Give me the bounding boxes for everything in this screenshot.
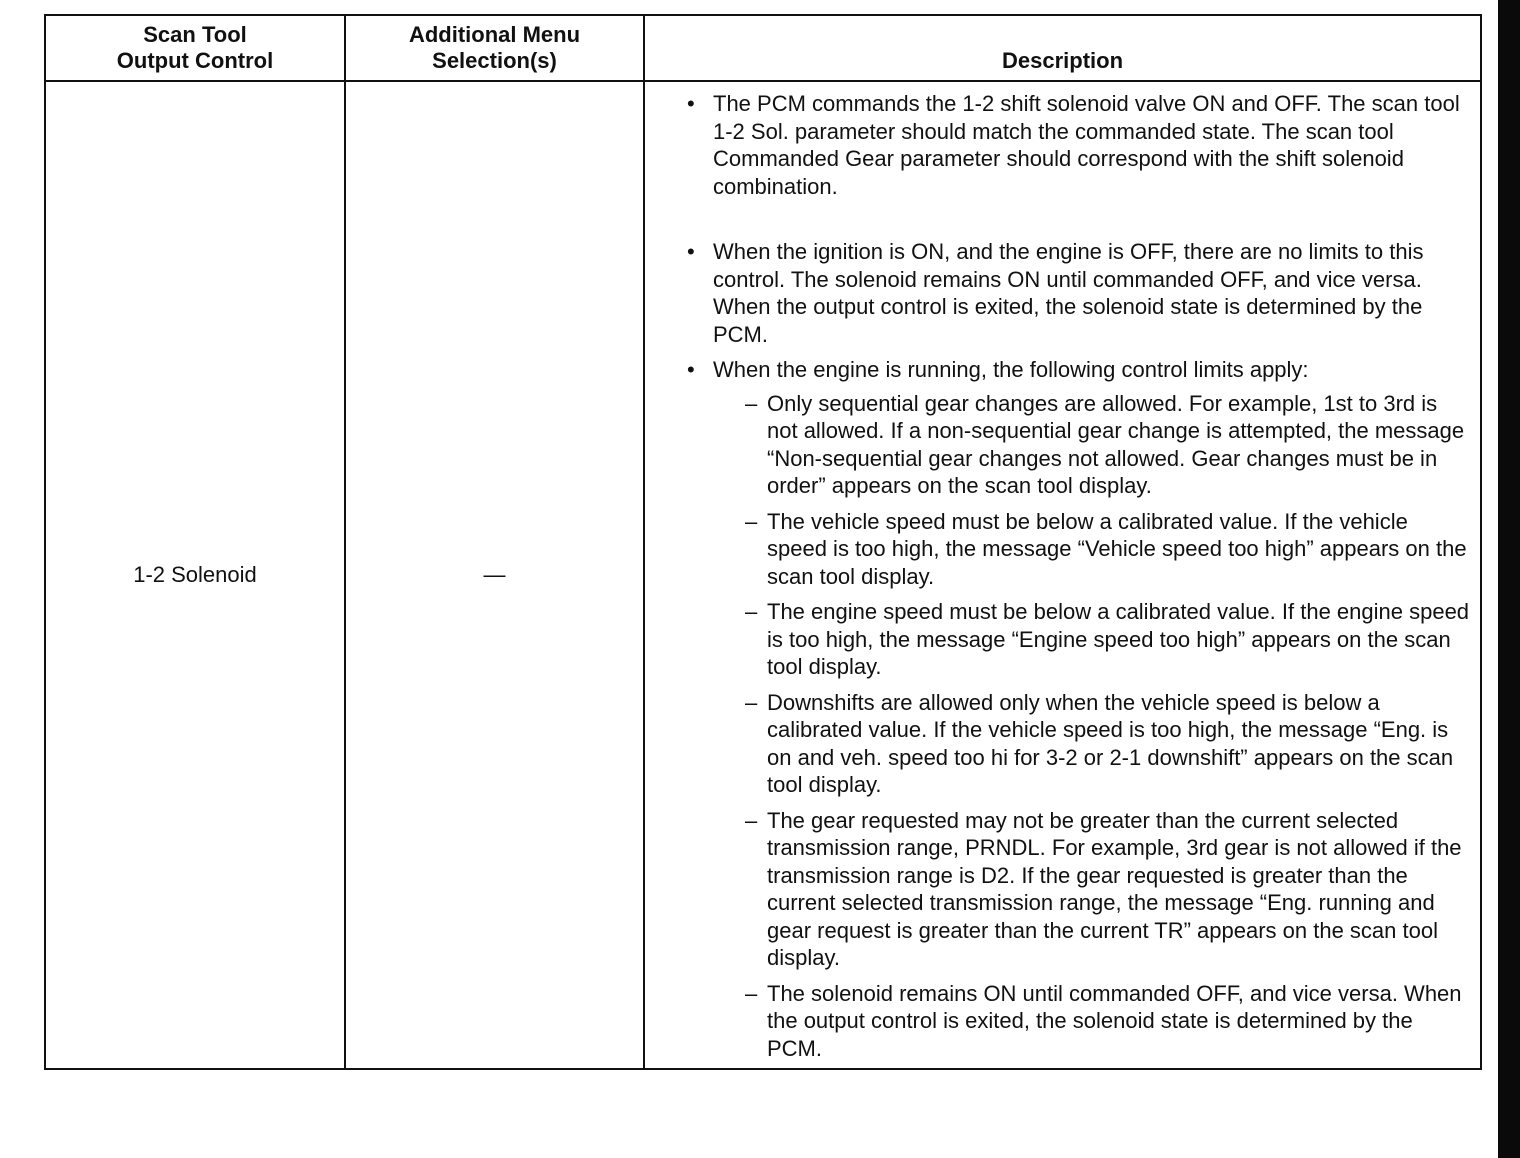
menu-selection-cell: — (345, 81, 644, 1069)
bullet-item: • When the ignition is ON, and the engine is OFF, there are no limits to this control. The solenoid remains ON until commanded OFF, and vice versa. When the output control is exited, the solenoid state is determined by the PCM. (687, 238, 1472, 348)
table-row (45, 81, 1481, 1069)
bullet-item: • The PCM commands the 1-2 shift solenoid valve ON and OFF. The scan tool 1-2 Sol. parameter should match the commanded state. The scan tool Commanded Gear parameter should correspond with the shift solenoid combination. (687, 90, 1472, 200)
limit-item: – Downshifts are allowed only when the vehicle speed is below a calibrated value. If the vehicle speed is too high, the message “Eng. is on and veh. speed too hi for 3-2 or 2-1 downshift” appears on the scan tool display. (745, 689, 1472, 799)
limit-item: – The engine speed must be below a calibrated value. If the engine speed is too high, the message “Engine speed too high” appears on the scan tool display. (745, 598, 1472, 681)
description-cell (644, 81, 1481, 1069)
bullet-item-text: When the engine is running, the following control limits apply: (713, 357, 1309, 382)
scan-edge-bar (1498, 0, 1520, 1158)
control-limits-list (745, 390, 1472, 1063)
bullet-item-engine-running (687, 356, 1472, 1062)
limit-item: – The gear requested may not be greater than the current selected transmission range, PRNDL. For example, 3rd gear is not allowed if the transmission range is D2. If the gear requested is greater than the current selected transmission range, the message “Eng. running and gear request is greater than the current TR” appears on the scan tool display. (745, 807, 1472, 972)
limit-item: – The vehicle speed must be below a calibrated value. If the vehicle speed is too high, the message “Vehicle speed too high” appears on the scan tool display. (745, 508, 1472, 591)
description-bullet-list (687, 90, 1472, 1062)
header-scan-tool-output-control: Scan Tool Output Control (45, 15, 345, 81)
header-description: Description (644, 15, 1481, 81)
output-control-table (44, 14, 1482, 1070)
limit-item: – The solenoid remains ON until commanded OFF, and vice versa. When the output control is exited, the solenoid state is determined by the PCM. (745, 980, 1472, 1063)
header-additional-menu-selections: Additional Menu Selection(s) (345, 15, 644, 81)
header-row (45, 15, 1481, 81)
limit-item: – Only sequential gear changes are allowed. For example, 1st to 3rd is not allowed. If a non-sequential gear change is attempted, the message “Non-sequential gear changes not allowed. Gear changes must be in order” appears on the scan tool display. (745, 390, 1472, 500)
output-control-cell: 1-2 Solenoid (45, 81, 345, 1069)
